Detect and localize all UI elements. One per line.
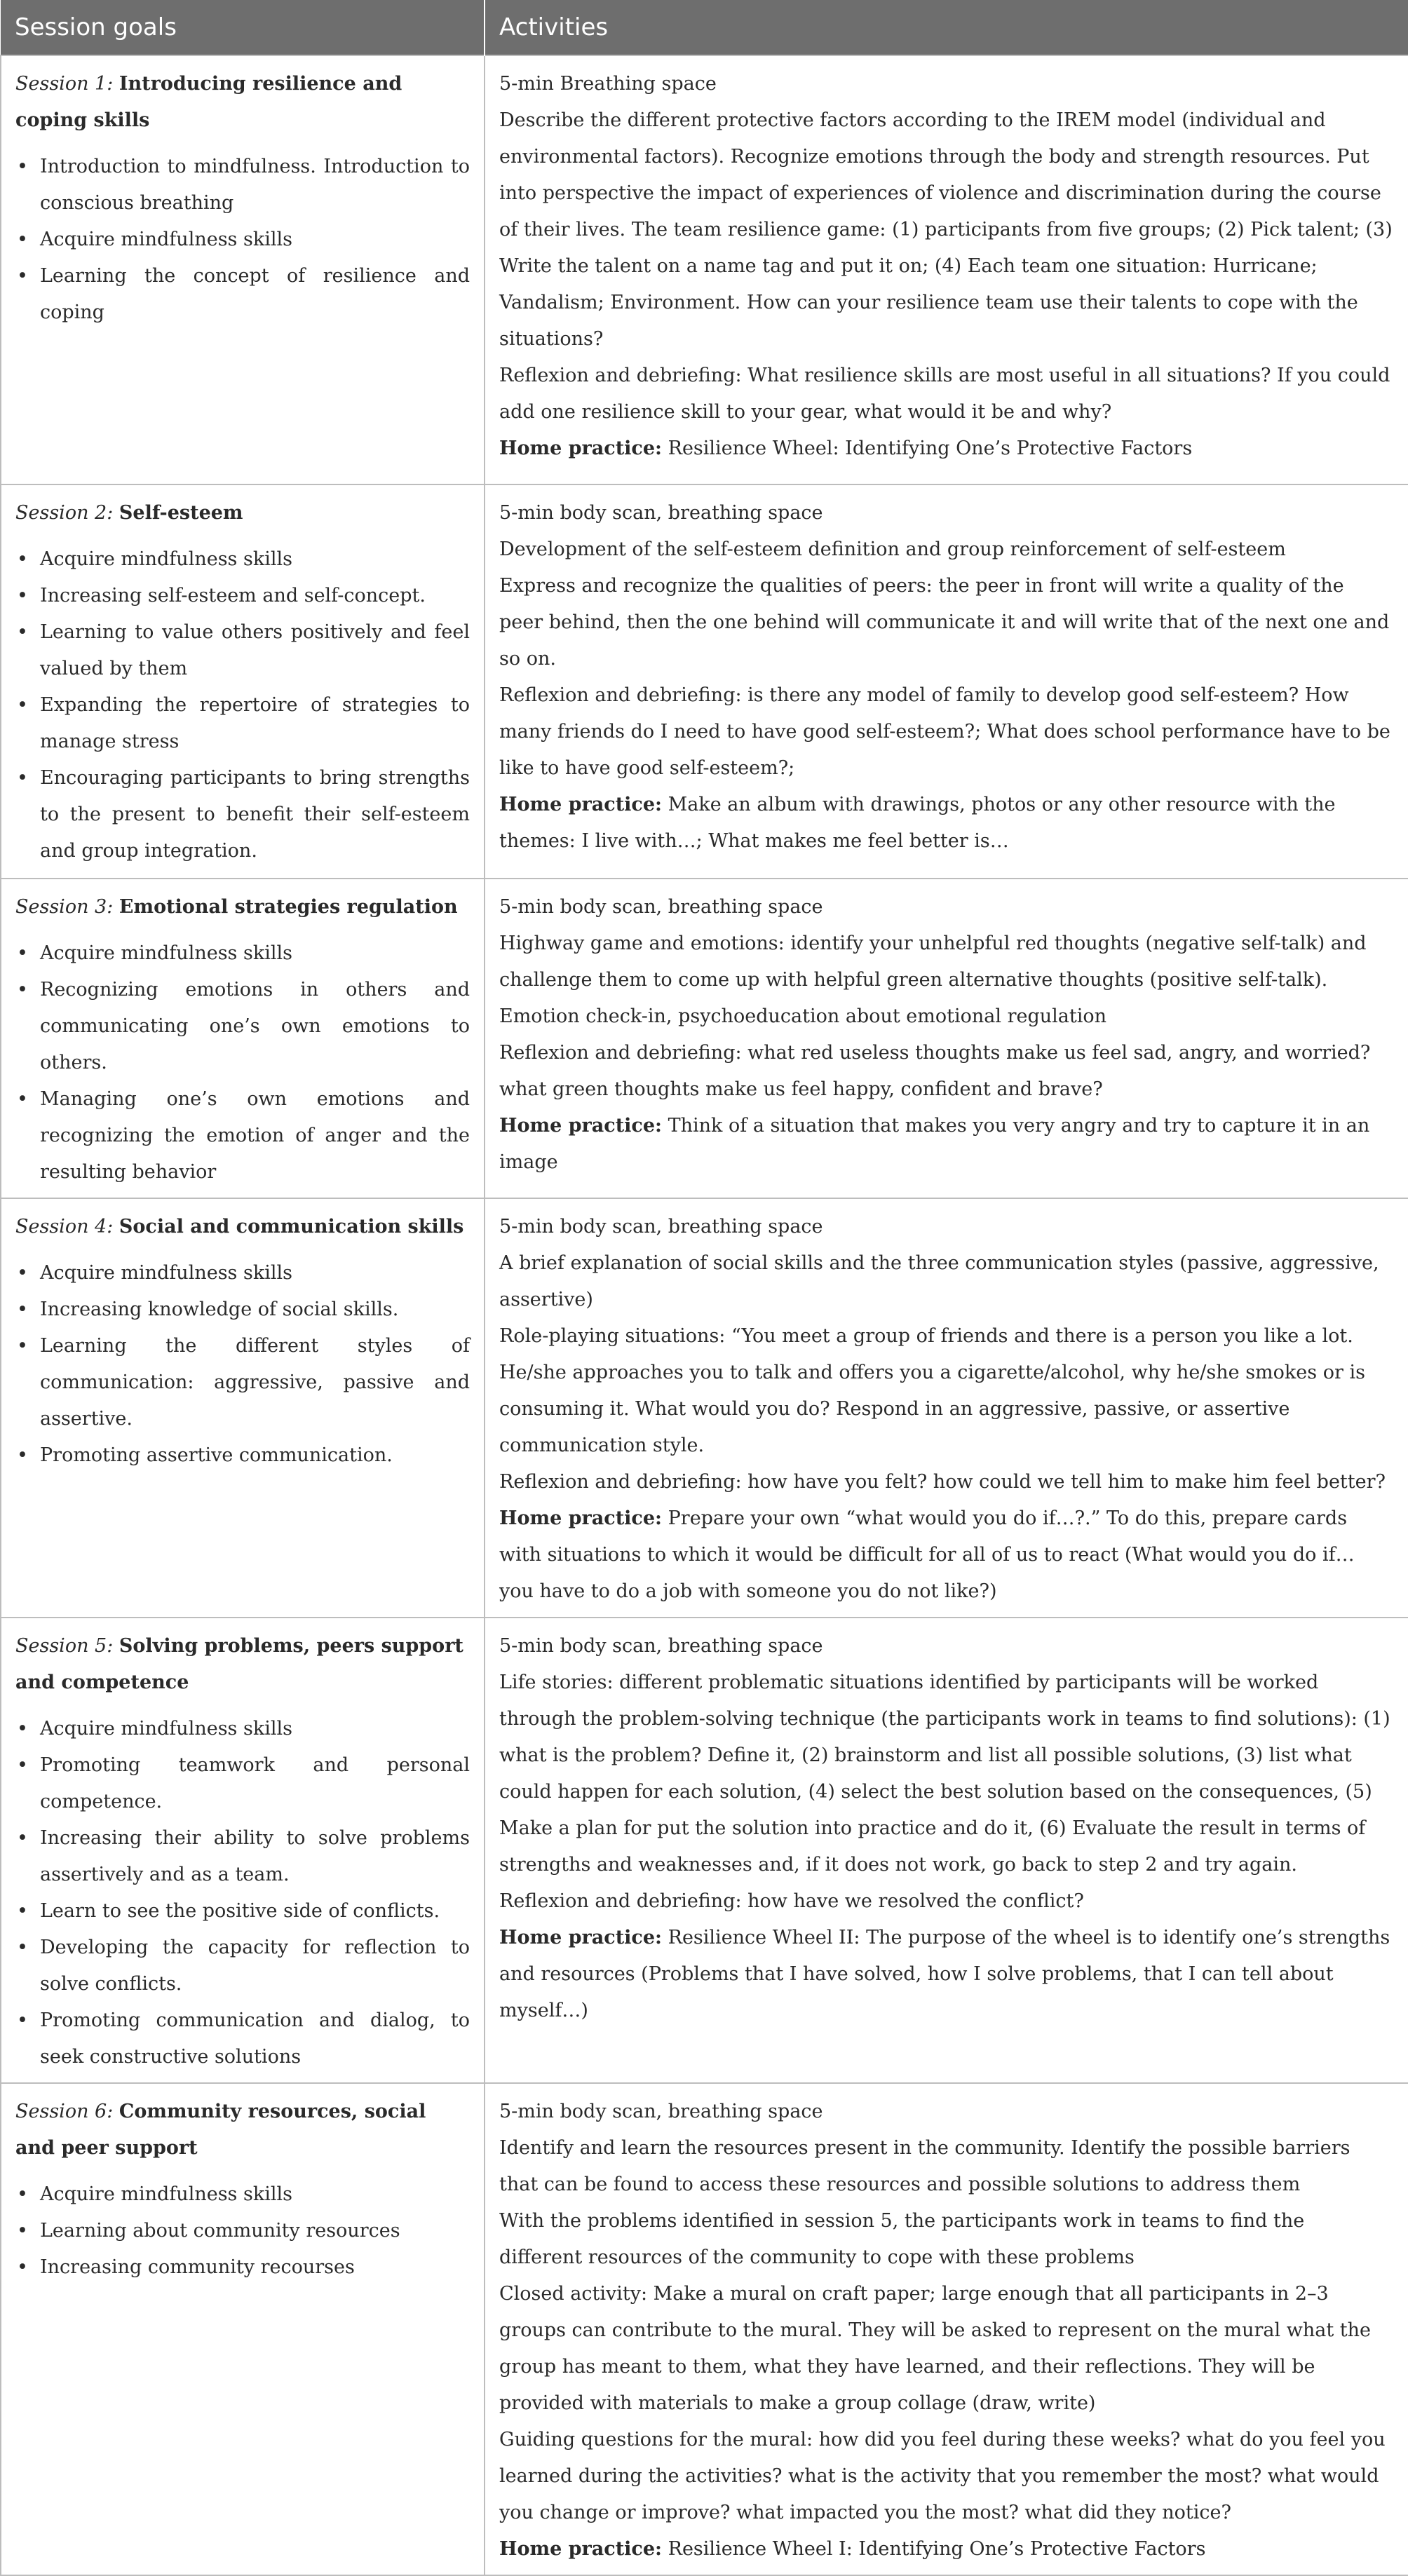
activity-text: With the problems identified in session 5, the participants work in teams to find the different resources of the community to cope with these problems: [499, 2210, 1305, 2268]
goal-item: • Increasing their ability to solve problems assertively and as a team.: [40, 1820, 470, 1893]
session-name: Self-esteem: [119, 502, 243, 524]
home-practice-label: Home practice:: [499, 1507, 663, 1529]
home-practice-text: Resilience Wheel II: The purpose of the wheel is to identify one’s strengths and resources (Problems that I have solved, how I solve problems, that I can tell about myself…): [499, 1927, 1390, 2021]
home-practice: [499, 787, 1393, 860]
session-number: Session 3:: [15, 896, 114, 918]
goal-list: [15, 1255, 470, 1474]
goal-item: • Developing the capacity for reflection to solve conflicts.: [40, 1930, 470, 2002]
activity-text: Reflexion and debriefing: how have you felt? how could we tell him to make him feel better?: [499, 1471, 1386, 1493]
activity-text: Emotion check-in, psychoeducation about emotional regulation: [499, 1005, 1106, 1027]
goal-item: • Learning the concept of resilience and coping: [40, 258, 470, 331]
goal-item: • Acquire mindfulness skills: [40, 2176, 470, 2213]
session-number: Session 1:: [15, 73, 114, 95]
session-name: Emotional strategies regulation: [119, 896, 458, 918]
goal-list: [15, 541, 470, 869]
goal-item: • Increasing self-esteem and self-concept.: [40, 578, 470, 614]
goal-item: • Learning to value others positively and feel valued by them: [40, 614, 470, 687]
session-number: Session 5:: [15, 1635, 114, 1657]
session-number: Session 6:: [15, 2101, 114, 2122]
session-activities-cell: [485, 1198, 1408, 1618]
activity-text: Describe the different protective factors according to the IREM model (individual and environmental factors). Recognize emotions through the body and strength resources. Put into perspective the impact of experiences of violence and discrimination during the course of their lives. The team resilience game: (1) participants from five groups; (2) Pick talent; (3) Write the talent on a name tag and put it on; (4) Each team one situation: Hurricane; Vandalism; Environment. How can your resilience team use their talents to cope with the situations?: [499, 109, 1393, 350]
activity-text: 5-min body scan, breathing space: [499, 1216, 823, 1238]
activity-text: Express and recognize the qualities of peers: the peer in front will write a quality of the peer behind, then the one behind will communicate it and will write that of the next one and so on.: [499, 575, 1390, 670]
session-title: [15, 495, 470, 531]
activity-text: A brief explanation of social skills and the three communication styles (passive, aggressive, assertive): [499, 1252, 1379, 1310]
table-row: [1, 1618, 1408, 2083]
activity-text: 5-min body scan, breathing space: [499, 2101, 823, 2122]
goal-item: • Acquire mindfulness skills: [40, 1255, 470, 1292]
session-title: [15, 66, 470, 139]
activity-text: 5-min body scan, breathing space: [499, 896, 823, 918]
home-practice-text: Resilience Wheel: Identifying One’s Protective Factors: [668, 438, 1193, 459]
header-activities: Activities: [485, 0, 1408, 55]
goal-item: • Acquire mindfulness skills: [40, 222, 470, 258]
goal-list: [15, 2176, 470, 2286]
activity-text: Role-playing situations: “You meet a group of friends and there is a person you like a lot. He/she approaches you to talk and offers you a cigarette/alcohol, why he/she smokes or is consuming it. What would you do? Respond in an aggressive, passive, or assertive communication style.: [499, 1325, 1365, 1456]
goal-list: [15, 935, 470, 1191]
header-session-goals: Session goals: [1, 0, 485, 55]
home-practice: [499, 1920, 1393, 2029]
goal-item: • Managing one’s own emotions and recognizing the emotion of anger and the resulting behavior: [40, 1081, 470, 1191]
session-goals-cell: [1, 1198, 485, 1618]
home-practice-text: Make an album with drawings, photos or any other resource with the themes: I live with…; What makes me feel better is…: [499, 794, 1336, 852]
session-title: [15, 1628, 470, 1701]
goal-item: • Acquire mindfulness skills: [40, 1711, 470, 1747]
goal-item: • Learn to see the positive side of conflicts.: [40, 1893, 470, 1930]
goal-item: • Promoting assertive communication.: [40, 1437, 470, 1474]
session-number: Session 2:: [15, 502, 114, 524]
activity-text: Development of the self-esteem definition and group reinforcement of self-esteem: [499, 538, 1286, 560]
goal-item: • Learning about community resources: [40, 2213, 470, 2249]
home-practice: [499, 1500, 1393, 1610]
activity-text: 5-min Breathing space: [499, 73, 717, 95]
home-practice-label: Home practice:: [499, 1115, 663, 1137]
goal-item: • Promoting communication and dialog, to seek constructive solutions: [40, 2002, 470, 2075]
activity-text: Reflexion and debriefing: how have we resolved the conflict?: [499, 1890, 1084, 1912]
table-body: [1, 55, 1408, 2575]
activity-text: Life stories: different problematic situations identified by participants will be worked through the problem-solving technique (the participants work in teams to find solutions): (1) what is the problem? Define it, (2) brainstorm and list all possible solutions, (3) list what could happen for each solution, (4) select the best solution based on the consequences, (5) Make a plan for put the solution into practice and do it, (6) Evaluate the result in terms of strengths and weaknesses and, if it does not work, go back to step 2 and try again.: [499, 1672, 1390, 1876]
table-header-row: [1, 0, 1408, 55]
home-practice-label: Home practice:: [499, 438, 663, 459]
home-practice-label: Home practice:: [499, 2538, 663, 2560]
home-practice: [499, 431, 1393, 467]
session-name: Social and communication skills: [119, 1216, 464, 1238]
session-activities-cell: [485, 2083, 1408, 2575]
home-practice-text: Resilience Wheel I: Identifying One’s Protective Factors: [668, 2538, 1206, 2560]
session-activities-cell: [485, 1618, 1408, 2083]
session-goals-cell: [1, 484, 485, 879]
session-name: Community resources, social and peer support: [15, 2101, 426, 2159]
session-goals-cell: [1, 879, 485, 1198]
session-goals-cell: [1, 2083, 485, 2575]
goal-item: • Recognizing emotions in others and communicating one’s own emotions to others.: [40, 972, 470, 1081]
session-title: [15, 2094, 470, 2167]
home-practice: [499, 2531, 1393, 2568]
session-name: Solving problems, peers support and competence: [15, 1635, 463, 1693]
goal-item: • Increasing community recourses: [40, 2249, 470, 2286]
activity-text: 5-min body scan, breathing space: [499, 1635, 823, 1657]
goal-item: • Expanding the repertoire of strategies to manage stress: [40, 687, 470, 760]
table-row: [1, 484, 1408, 879]
table-row: [1, 1198, 1408, 1618]
session-title: [15, 1209, 470, 1245]
goal-item: • Introduction to mindfulness. Introduction to conscious breathing: [40, 149, 470, 222]
table-row: [1, 55, 1408, 484]
session-activities-cell: [485, 55, 1408, 484]
activity-text: Identify and learn the resources present in the community. Identify the possible barriers that can be found to access these resources and possible solutions to address them: [499, 2137, 1351, 2195]
session-activities-cell: [485, 879, 1408, 1198]
activity-text: Closed activity: Make a mural on craft paper; large enough that all participants in 2–3 groups can contribute to the mural. They will be asked to represent on the mural what the group has meant to them, what they have learned, and their reflections. They will be provided with materials to make a group collage (draw, write): [499, 2283, 1371, 2414]
session-name: Introducing resilience and coping skills: [15, 73, 402, 131]
home-practice-text: Prepare your own “what would you do if…?.” To do this, prepare cards with situations to which it would be difficult for all of us to react (What would you do if… you have to do a job with someone you do not like?): [499, 1507, 1355, 1602]
goal-item: • Increasing knowledge of social skills.: [40, 1292, 470, 1328]
home-practice-text: Think of a situation that makes you very angry and try to capture it in an image: [499, 1115, 1370, 1173]
goal-item: • Acquire mindfulness skills: [40, 935, 470, 972]
goal-list: [15, 1711, 470, 2075]
activity-text: Guiding questions for the mural: how did you feel during these weeks? what do you feel you learned during the activities? what is the activity that you remember the most? what would you change or improve? what impacted you the most? what did they notice?: [499, 2429, 1386, 2523]
table-row: [1, 2083, 1408, 2575]
session-title: [15, 889, 470, 926]
activity-text: 5-min body scan, breathing space: [499, 502, 823, 524]
session-number: Session 4:: [15, 1216, 114, 1238]
goal-item: • Promoting teamwork and personal competence.: [40, 1747, 470, 1820]
activity-text: Highway game and emotions: identify your unhelpful red thoughts (negative self-talk) and challenge them to come up with helpful green alternative thoughts (positive self-talk).: [499, 933, 1367, 991]
activity-text: Reflexion and debriefing: What resilience skills are most useful in all situations? If you could add one resilience skill to your gear, what would it be and why?: [499, 365, 1390, 423]
home-practice-label: Home practice:: [499, 1927, 663, 1948]
session-activities-cell: [485, 484, 1408, 879]
table-row: [1, 879, 1408, 1198]
activity-text: Reflexion and debriefing: is there any model of family to develop good self-esteem? How many friends do I need to have good self-esteem?; What does school performance have to be like to have good self-esteem?;: [499, 684, 1390, 779]
goal-item: • Learning the different styles of communication: aggressive, passive and assertive.: [40, 1328, 470, 1437]
activity-text: Reflexion and debriefing: what red useless thoughts make us feel sad, angry, and worried? what green thoughts make us feel happy, confident and brave?: [499, 1042, 1371, 1100]
home-practice-label: Home practice:: [499, 794, 663, 815]
goal-list: [15, 149, 470, 331]
goal-item: • Encouraging participants to bring strengths to the present to benefit their self-esteem and group integration.: [40, 760, 470, 869]
session-goals-cell: [1, 1618, 485, 2083]
goal-item: • Acquire mindfulness skills: [40, 541, 470, 578]
home-practice: [499, 1108, 1393, 1181]
session-goals-cell: [1, 55, 485, 484]
